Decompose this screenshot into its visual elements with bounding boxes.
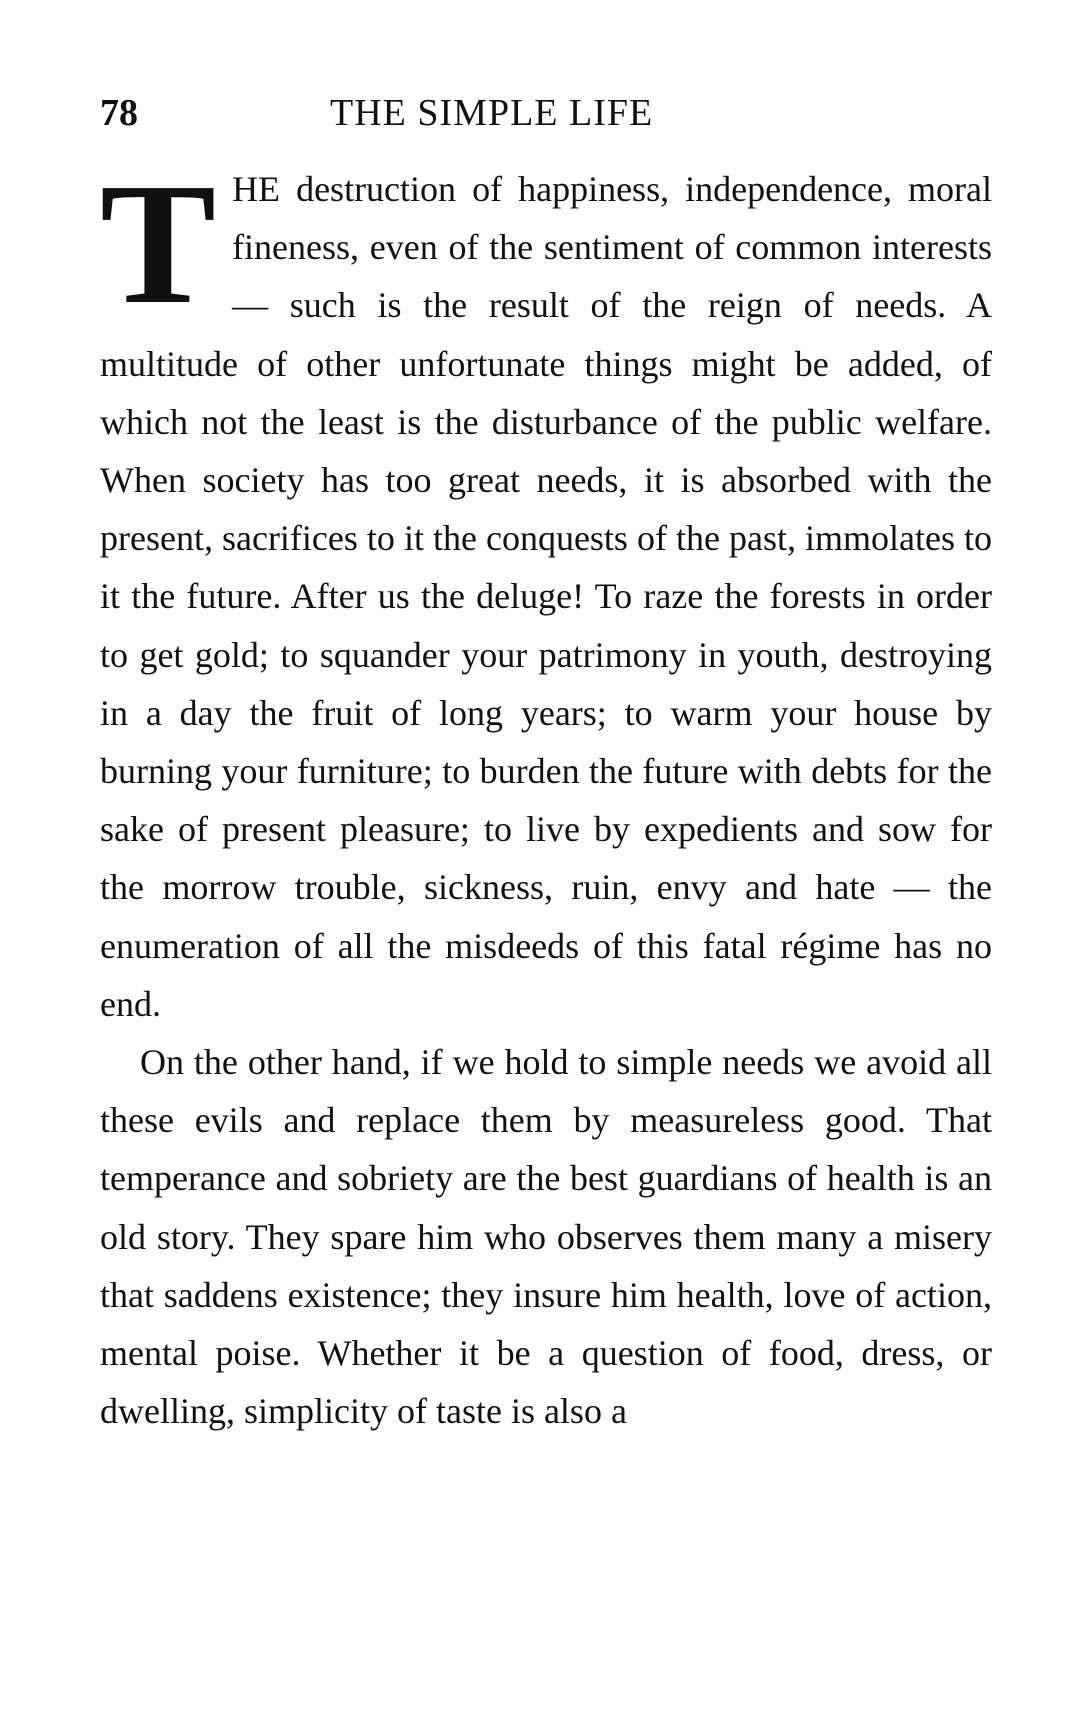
- paragraph-1: THE destruction of happiness, independence, moral fineness, even of the sentiment of common interests — such is the result of the reign of needs. A multitude of other unfortunate things might be added, of which not the least is the disturbance of the public welfare. When society has too great needs, it is absorbed with the present, sacrifices to it the conquests of the past, immolates to it the future. After us the deluge! To raze the forests in order to get gold; to squander your patrimony in youth, destroying in a day the fruit of long years; to warm your house by burning your furniture; to burden the future with debts for the sake of present pleasure; to live by expedients and sow for the morrow trouble, sickness, ruin, envy and hate — the enumeration of all the misdeeds of this fatal régime has no end.: [100, 147, 992, 1024]
- running-title: THE SIMPLE LIFE: [330, 92, 654, 134]
- paragraph-2: On the other hand, if we hold to simple needs we avoid all these evils and replace them by measureless good. That temperance and sobriety are the best guardians of health is an old story. They spare him who observes them many a misery that saddens existence; they insure him health, love of action, mental poise. Whether it be a question of food, dress, or dwelling, simplicity of taste is also a: [100, 1042, 992, 1432]
- running-head: [100, 88, 990, 138]
- body-text: [100, 147, 992, 1440]
- page-number: 78: [100, 92, 138, 134]
